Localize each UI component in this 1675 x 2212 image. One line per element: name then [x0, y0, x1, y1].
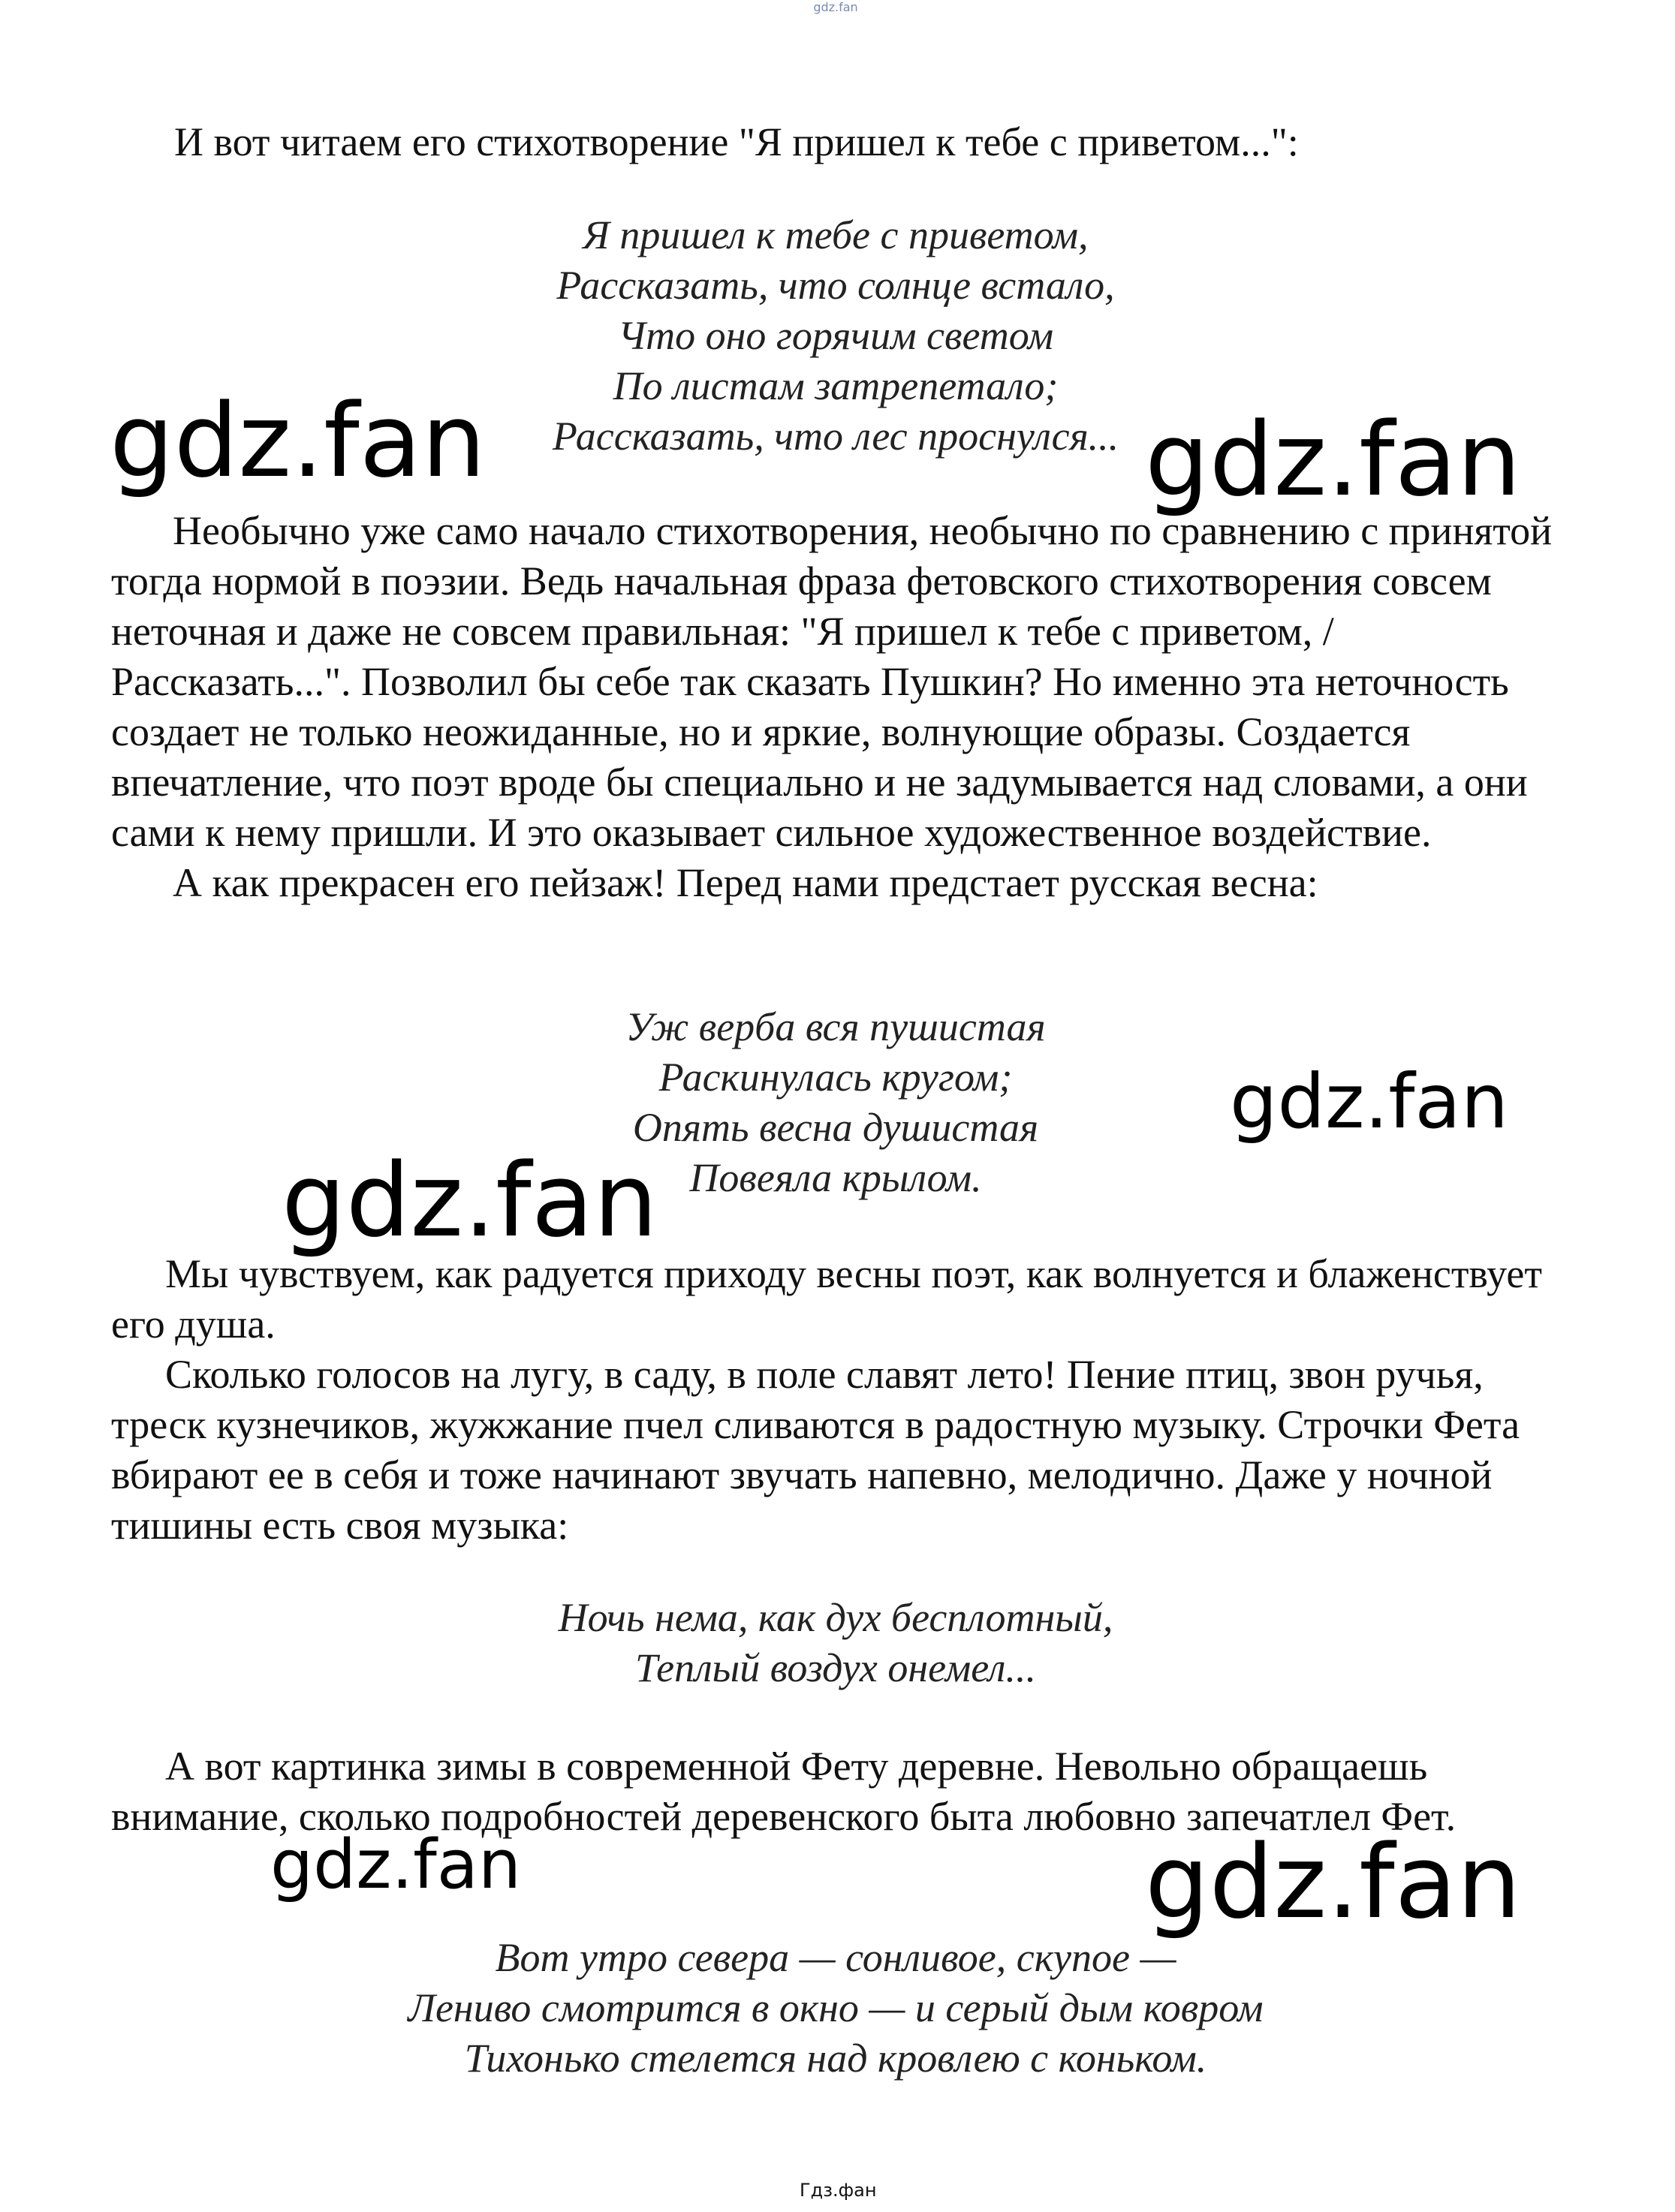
poem-line: Теплый воздух онемел...	[635, 1645, 1036, 1690]
intro-line: И вот читаем его стихотворение "Я пришел к тебе с приветом...":	[174, 119, 1299, 164]
poem-winter	[111, 1933, 1560, 2084]
poem-line: Ночь нема, как дух бесплотный,	[558, 1595, 1113, 1640]
poem-line: Лениво смотрится в окно — и серый дым ковром	[408, 1985, 1264, 2030]
paragraph-voices: Сколько голосов на лугу, в саду, в поле славят лето! Пение птиц, звон ручья, треск кузнечиков, жужжание пчел сливаются в радостную музыку. Строчки Фета вбирают ее в себя и тоже начинают звучать напевно, мелодично. Даже у ночной тишины есть своя музыка:	[111, 1352, 1520, 1548]
poem-night	[111, 1593, 1560, 1693]
poem-line: Уж верба вся пушистая	[625, 1004, 1046, 1049]
poem-line: Опять весна душистая	[632, 1105, 1039, 1150]
paragraph-block-1	[111, 506, 1560, 908]
poem-line: Тихонько стелется над кровлею с коньком.	[464, 2036, 1207, 2081]
poem-line: Рассказать, что солнце встало,	[556, 263, 1115, 308]
paragraph-block-2	[111, 1249, 1560, 1551]
poem-line: Я пришел к тебе с приветом,	[583, 212, 1089, 257]
paragraph-winter: А вот картинка зимы в современной Фету деревне. Невольно обращаешь внимание, сколько подробностей деревенского быта любовно запечатлел Фет.	[111, 1744, 1457, 1839]
poem-line: По листам затрепетало;	[613, 363, 1059, 408]
watermark: gdz.fan	[1145, 1823, 1521, 1941]
poem-line: Повеяла крылом.	[689, 1155, 982, 1200]
watermark: gdz.fan	[1145, 401, 1521, 519]
paragraph-joy: Мы чувствуем, как радуется приходу весны поэт, как волнуется и блаженствует его душа.	[111, 1251, 1542, 1347]
watermark: gdz.fan	[282, 1142, 658, 1259]
paragraph-landscape: А как прекрасен его пейзаж! Перед нами предстает русская весна:	[173, 860, 1318, 905]
watermark: gdz.fan	[1230, 1058, 1509, 1145]
poem-line: Рассказать, что лес проснулся...	[552, 414, 1119, 459]
poem-line: Что оно горячим светом	[617, 313, 1054, 358]
paragraph-unusual-beginning: Необычно уже само начало стихотворения, необычно по сравнению с принятой тогда нормой в поэзии. Ведь начальная фраза фетовского стихотворения совсем неточная и даже не совсем правильная: "Я пришел к тебе с приветом, /Рассказать...". Позволил бы себе так сказать Пушкин? Но именно эта неточность создает не только неожиданные, но и яркие, волнующие образы. Создается впечатление, что поэт вроде бы специально и не задумывается над словами, а они сами к нему пришли. И это оказывает сильное художественное воздействие.	[111, 508, 1552, 855]
poem-line: Раскинулась кругом;	[658, 1055, 1013, 1100]
poem-line: Вот утро севера — сонливое, скупое —	[495, 1935, 1176, 1980]
header-watermark: gdz.fan	[813, 0, 858, 14]
watermark: gdz.fan	[270, 1825, 521, 1904]
watermark: gdz.fan	[110, 382, 486, 500]
footer-label: Гдз.фан	[800, 2180, 877, 2201]
